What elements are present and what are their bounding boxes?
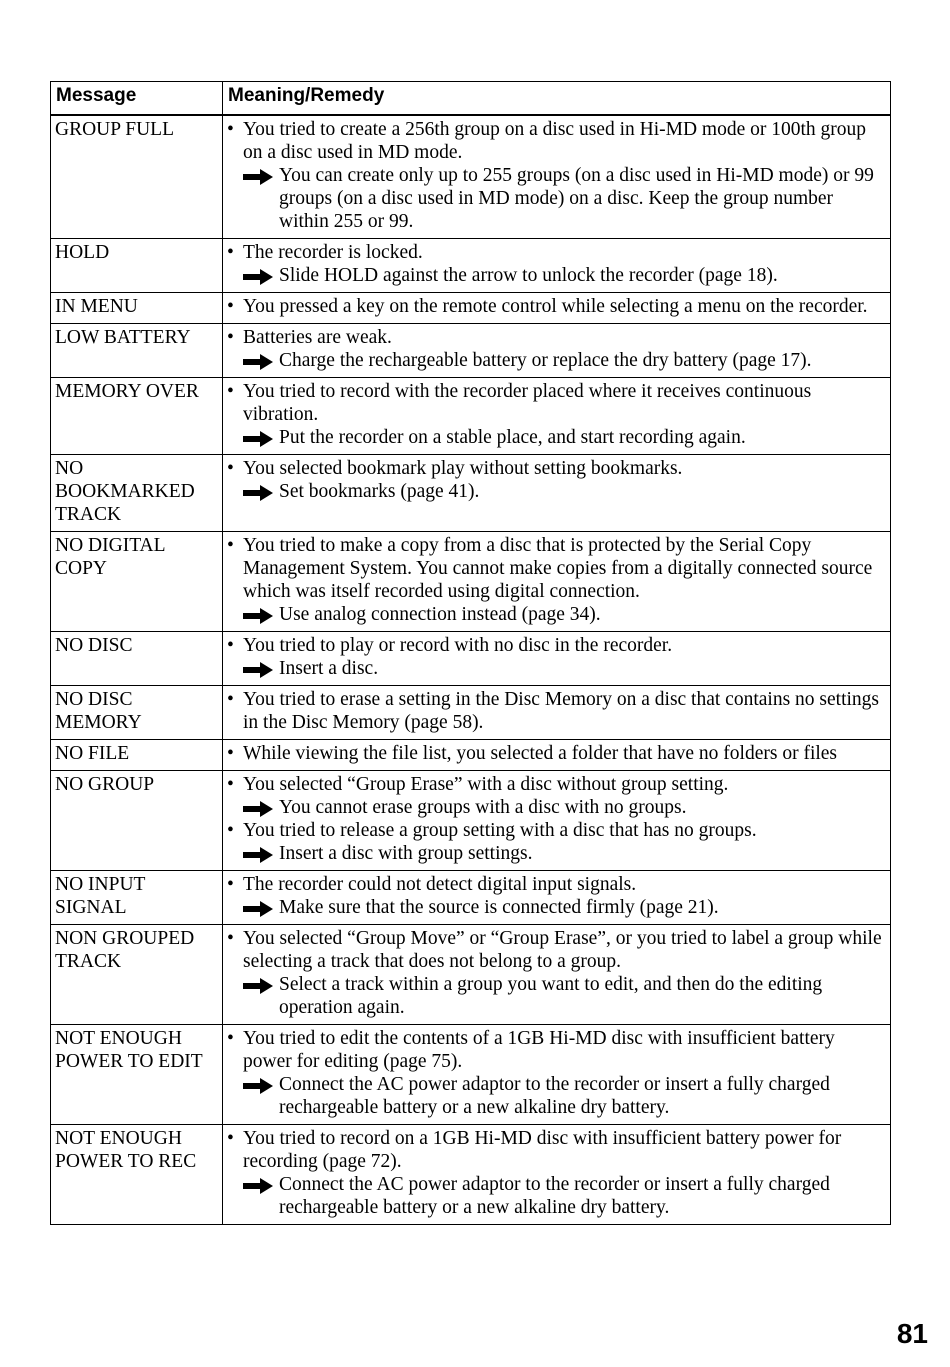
meaning-text: You selected “Group Move” or “Group Erase”, or you tried to label a group while selecting a track that does not belong to a group. [243, 928, 882, 972]
meaning-text: You selected “Group Erase” with a disc without group setting. [243, 774, 729, 795]
message-cell: NO DIGITAL COPY [51, 532, 223, 632]
meaning-bullet [227, 634, 886, 657]
message-cell: LOW BATTERY [51, 324, 223, 378]
meaning-text: You tried to release a group setting with a disc that has no groups. [243, 820, 757, 841]
bullet-dot: • [227, 296, 234, 317]
table-row [51, 632, 891, 686]
meaning-text: You tried to record on a 1GB Hi-MD disc with insufficient battery power for recording (page 72). [243, 1128, 842, 1172]
remedy-text: Use analog connection instead (page 34). [279, 604, 601, 625]
meaning-bullet [227, 380, 886, 426]
meaning-cell [223, 925, 891, 1025]
meaning-text: Batteries are weak. [243, 327, 392, 348]
meaning-text: The recorder is locked. [243, 242, 423, 263]
message-cell: MEMORY OVER [51, 378, 223, 455]
bullet-dot: • [227, 1028, 234, 1049]
meaning-text: You pressed a key on the remote control while selecting a menu on the recorder. [243, 296, 868, 317]
meaning-bullet [227, 1127, 886, 1173]
remedy-text: Set bookmarks (page 41). [279, 481, 480, 502]
remedy-text: You cannot erase groups with a disc with no groups. [279, 797, 687, 818]
meaning-bullet [227, 927, 886, 973]
message-cell: HOLD [51, 239, 223, 293]
message-table-container [50, 81, 890, 1225]
remedy-line [227, 264, 886, 287]
meaning-text: You tried to erase a setting in the Disc Memory on a disc that contains no settings in the Disc Memory (page 58). [243, 689, 879, 733]
table-row [51, 239, 891, 293]
meaning-cell [223, 1025, 891, 1125]
message-cell: NOT ENOUGH POWER TO EDIT [51, 1025, 223, 1125]
meaning-bullet [227, 742, 886, 765]
bullet-dot: • [227, 458, 234, 479]
meaning-cell [223, 293, 891, 324]
arrow-right-icon [243, 430, 273, 446]
meaning-bullet [227, 241, 886, 264]
meaning-text: You selected bookmark play without setting bookmarks. [243, 458, 683, 479]
remedy-text: You can create only up to 255 groups (on a disc used in Hi-MD mode) or 99 groups (on a disc used in MD mode) on a disc. Keep the group number within 255 or 99. [279, 165, 874, 232]
remedy-line [227, 1173, 886, 1219]
meaning-bullet [227, 534, 886, 603]
table-row [51, 378, 891, 455]
bullet-dot: • [227, 743, 234, 764]
table-row [51, 740, 891, 771]
table-row [51, 1125, 891, 1225]
arrow-right-icon [243, 661, 273, 677]
meaning-bullet [227, 773, 886, 796]
table-row [51, 532, 891, 632]
message-cell: NO INPUT SIGNAL [51, 871, 223, 925]
meaning-cell [223, 239, 891, 293]
message-cell: NO DISC [51, 632, 223, 686]
remedy-text: Insert a disc with group settings. [279, 843, 533, 864]
table-row [51, 1025, 891, 1125]
remedy-text: Select a track within a group you want to edit, and then do the editing operation again. [279, 974, 823, 1018]
remedy-line [227, 349, 886, 372]
remedy-line [227, 657, 886, 680]
message-cell: NO BOOKMARKED TRACK [51, 455, 223, 532]
page-number: 81 [896, 1318, 928, 1349]
remedy-text: Make sure that the source is connected firmly (page 21). [279, 897, 719, 918]
meaning-text: You tried to edit the contents of a 1GB Hi-MD disc with insufficient battery power for editing (page 75). [243, 1028, 835, 1072]
meaning-bullet [227, 118, 886, 164]
meaning-bullet [227, 295, 886, 318]
remedy-line [227, 796, 886, 819]
arrow-right-icon [243, 268, 273, 284]
arrow-right-icon [243, 977, 273, 993]
meaning-cell [223, 532, 891, 632]
bullet-dot: • [227, 327, 234, 348]
message-cell: NO FILE [51, 740, 223, 771]
meaning-cell [223, 455, 891, 532]
meaning-cell [223, 632, 891, 686]
bullet-dot: • [227, 242, 234, 263]
remedy-text: Put the recorder on a stable place, and start recording again. [279, 427, 746, 448]
bullet-dot: • [227, 774, 234, 795]
meaning-cell [223, 771, 891, 871]
remedy-line [227, 973, 886, 1019]
table-header-row [51, 82, 891, 116]
table-row [51, 324, 891, 378]
remedy-text: Connect the AC power adaptor to the recorder or insert a fully charged rechargeable battery or a new alkaline dry battery. [279, 1074, 830, 1118]
message-cell: NOT ENOUGH POWER TO REC [51, 1125, 223, 1225]
table-row [51, 925, 891, 1025]
meaning-text: You tried to create a 256th group on a disc used in Hi-MD mode or 100th group on a disc used in MD mode. [243, 119, 867, 163]
table-row [51, 293, 891, 324]
bullet-dot: • [227, 874, 234, 895]
bullet-dot: • [227, 635, 234, 656]
meaning-cell [223, 378, 891, 455]
table-row [51, 871, 891, 925]
message-cell: NO DISC MEMORY [51, 686, 223, 740]
arrow-right-icon [243, 484, 273, 500]
remedy-text: Charge the rechargeable battery or replace the dry battery (page 17). [279, 350, 812, 371]
remedy-text: Slide HOLD against the arrow to unlock the recorder (page 18). [279, 265, 778, 286]
meaning-bullet [227, 457, 886, 480]
table-row [51, 115, 891, 239]
message-cell: NON GROUPED TRACK [51, 925, 223, 1025]
arrow-right-icon [243, 900, 273, 916]
table-row [51, 771, 891, 871]
meaning-text: The recorder could not detect digital input signals. [243, 874, 637, 895]
meaning-cell [223, 740, 891, 771]
meaning-text: You tried to make a copy from a disc that is protected by the Serial Copy Management System. You cannot make copies from a digitally connected source which was itself recorded using digital connection. [243, 535, 873, 602]
meaning-text: While viewing the file list, you selected a folder that have no folders or files [243, 743, 838, 764]
bullet-dot: • [227, 928, 234, 949]
header-meaning: Meaning/Remedy [223, 82, 891, 116]
message-cell: NO GROUP [51, 771, 223, 871]
remedy-line [227, 842, 886, 865]
meaning-bullet [227, 326, 886, 349]
remedy-text: Insert a disc. [279, 658, 379, 679]
remedy-line [227, 480, 886, 503]
arrow-right-icon [243, 607, 273, 623]
meaning-bullet [227, 1027, 886, 1073]
remedy-line [227, 1073, 886, 1119]
meaning-cell [223, 871, 891, 925]
message-cell: IN MENU [51, 293, 223, 324]
remedy-line [227, 164, 886, 233]
bullet-dot: • [227, 1128, 234, 1149]
bullet-dot: • [227, 689, 234, 710]
meaning-bullet [227, 873, 886, 896]
arrow-right-icon [243, 800, 273, 816]
header-message: Message [51, 82, 223, 116]
bullet-dot: • [227, 820, 234, 841]
arrow-right-icon [243, 168, 273, 184]
bullet-dot: • [227, 119, 234, 140]
meaning-cell [223, 324, 891, 378]
message-cell: GROUP FULL [51, 115, 223, 239]
table-row [51, 686, 891, 740]
arrow-right-icon [243, 846, 273, 862]
meaning-cell [223, 115, 891, 239]
message-table [50, 81, 891, 1225]
meaning-bullet [227, 819, 886, 842]
bullet-dot: • [227, 381, 234, 402]
arrow-right-icon [243, 1077, 273, 1093]
arrow-right-icon [243, 1177, 273, 1193]
meaning-cell [223, 1125, 891, 1225]
meaning-text: You tried to play or record with no disc in the recorder. [243, 635, 673, 656]
meaning-text: You tried to record with the recorder placed where it receives continuous vibration. [243, 381, 812, 425]
meaning-cell [223, 686, 891, 740]
meaning-bullet [227, 688, 886, 734]
bullet-dot: • [227, 535, 234, 556]
arrow-right-icon [243, 353, 273, 369]
table-row [51, 455, 891, 532]
remedy-line [227, 603, 886, 626]
remedy-text: Connect the AC power adaptor to the recorder or insert a fully charged rechargeable battery or a new alkaline dry battery. [279, 1174, 830, 1218]
remedy-line [227, 426, 886, 449]
remedy-line [227, 896, 886, 919]
